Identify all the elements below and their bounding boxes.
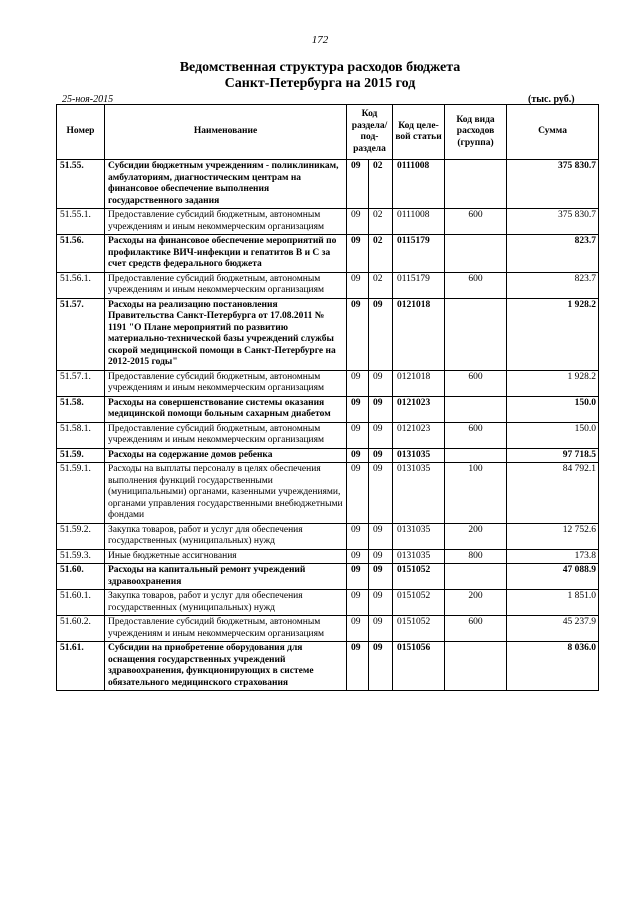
row-article: 0151052 xyxy=(393,564,445,590)
row-sum: 84 792.1 xyxy=(507,463,599,524)
row-name: Предоставление субсидий бюджетным, автономным учреждениям и иным некоммерческим организациям xyxy=(105,422,347,448)
row-sum: 150.0 xyxy=(507,396,599,422)
row-expense-type xyxy=(445,235,507,273)
title-line-2: Санкт-Петербурга на 2015 год xyxy=(224,76,416,91)
table-row xyxy=(57,272,599,298)
row-section: 09 xyxy=(347,422,369,448)
row-name: Расходы на реализацию постановления Правительства Санкт-Петербурга от 17.08.2011 № 1191 "О Плане мероприятий по развитию материально-технической базы учреждений службы скорой медицинской помощи в Санкт-Петербурге на 2012-2015 годы" xyxy=(105,298,347,370)
row-number: 51.59.2. xyxy=(57,523,105,549)
document-date: 25-ноя-2015 xyxy=(62,94,114,105)
row-sum: 823.7 xyxy=(507,235,599,273)
table-row xyxy=(57,298,599,370)
row-subsection: 09 xyxy=(369,590,393,616)
table-row xyxy=(57,549,599,564)
row-sum: 823.7 xyxy=(507,272,599,298)
row-article: 0121018 xyxy=(393,298,445,370)
row-section: 09 xyxy=(347,370,369,396)
row-subsection: 09 xyxy=(369,463,393,524)
row-expense-type: 600 xyxy=(445,209,507,235)
row-number: 51.60.1. xyxy=(57,590,105,616)
header-type: Код вида расходов (группа) xyxy=(445,105,507,160)
header-name: Наименование xyxy=(105,105,347,160)
row-article: 0111008 xyxy=(393,160,445,209)
row-name: Расходы на капитальный ремонт учреждений здравоохранения xyxy=(105,564,347,590)
row-section: 09 xyxy=(347,209,369,235)
row-number: 51.60. xyxy=(57,564,105,590)
row-subsection: 02 xyxy=(369,235,393,273)
row-sum: 97 718.5 xyxy=(507,448,599,463)
row-article: 0121023 xyxy=(393,396,445,422)
row-subsection: 09 xyxy=(369,298,393,370)
row-section: 09 xyxy=(347,463,369,524)
row-subsection: 09 xyxy=(369,523,393,549)
table-row xyxy=(57,564,599,590)
table-row xyxy=(57,642,599,691)
row-article: 0115179 xyxy=(393,272,445,298)
row-expense-type: 200 xyxy=(445,590,507,616)
row-section: 09 xyxy=(347,396,369,422)
row-name: Субсидии бюджетным учреждениям - поликлиникам, амбулаториям, диагностическим центрам на финансовое обеспечение выполнения государственного задания xyxy=(105,160,347,209)
row-article: 0131035 xyxy=(393,523,445,549)
row-article: 0131035 xyxy=(393,549,445,564)
document-title xyxy=(0,60,640,92)
table-row xyxy=(57,616,599,642)
row-number: 51.56.1. xyxy=(57,272,105,298)
header-number: Номер xyxy=(57,105,105,160)
row-sum: 173.8 xyxy=(507,549,599,564)
row-expense-type xyxy=(445,564,507,590)
row-expense-type xyxy=(445,448,507,463)
row-number: 51.60.2. xyxy=(57,616,105,642)
row-section: 09 xyxy=(347,160,369,209)
table-row xyxy=(57,448,599,463)
row-name: Предоставление субсидий бюджетным, автономным учреждениям и иным некоммерческим организациям xyxy=(105,370,347,396)
row-expense-type: 100 xyxy=(445,463,507,524)
table-row xyxy=(57,523,599,549)
table-header xyxy=(57,105,599,160)
row-sum: 8 036.0 xyxy=(507,642,599,691)
table-row xyxy=(57,209,599,235)
table-row xyxy=(57,370,599,396)
row-sum: 150.0 xyxy=(507,422,599,448)
row-sum: 1 928.2 xyxy=(507,370,599,396)
row-section: 09 xyxy=(347,235,369,273)
row-section: 09 xyxy=(347,448,369,463)
row-number: 51.58.1. xyxy=(57,422,105,448)
row-section: 09 xyxy=(347,298,369,370)
row-number: 51.55.1. xyxy=(57,209,105,235)
row-subsection: 09 xyxy=(369,396,393,422)
row-subsection: 09 xyxy=(369,422,393,448)
row-number: 51.59.1. xyxy=(57,463,105,524)
row-number: 51.58. xyxy=(57,396,105,422)
row-article: 0151052 xyxy=(393,590,445,616)
row-section: 09 xyxy=(347,564,369,590)
row-article: 0121023 xyxy=(393,422,445,448)
row-sum: 12 752.6 xyxy=(507,523,599,549)
row-expense-type: 800 xyxy=(445,549,507,564)
row-name: Предоставление субсидий бюджетным, автономным учреждениям и иным некоммерческим организациям xyxy=(105,272,347,298)
row-name: Иные бюджетные ассигнования xyxy=(105,549,347,564)
row-article: 0111008 xyxy=(393,209,445,235)
row-name: Закупка товаров, работ и услуг для обеспечения государственных (муниципальных) нужд xyxy=(105,590,347,616)
table-row xyxy=(57,590,599,616)
table-row xyxy=(57,235,599,273)
row-section: 09 xyxy=(347,523,369,549)
header-section: Код раздела/ под-раздела xyxy=(347,105,393,160)
title-line-1: Ведомственная структура расходов бюджета xyxy=(179,60,461,75)
row-section: 09 xyxy=(347,642,369,691)
row-name: Закупка товаров, работ и услуг для обеспечения государственных (муниципальных) нужд xyxy=(105,523,347,549)
row-section: 09 xyxy=(347,272,369,298)
row-number: 51.61. xyxy=(57,642,105,691)
budget-table xyxy=(56,104,599,691)
row-number: 51.56. xyxy=(57,235,105,273)
page-number: 172 xyxy=(311,34,329,46)
row-name: Расходы на совершенствование системы оказания медицинской помощи больным сахарным диабетом xyxy=(105,396,347,422)
row-subsection: 09 xyxy=(369,370,393,396)
table-row xyxy=(57,422,599,448)
row-article: 0151056 xyxy=(393,642,445,691)
row-sum: 375 830.7 xyxy=(507,160,599,209)
row-expense-type: 600 xyxy=(445,422,507,448)
row-subsection: 09 xyxy=(369,549,393,564)
row-sum: 1 851.0 xyxy=(507,590,599,616)
row-section: 09 xyxy=(347,549,369,564)
row-article: 0121018 xyxy=(393,370,445,396)
row-subsection: 09 xyxy=(369,564,393,590)
row-number: 51.57.1. xyxy=(57,370,105,396)
row-sum: 1 928.2 xyxy=(507,298,599,370)
table-row xyxy=(57,396,599,422)
row-number: 51.57. xyxy=(57,298,105,370)
row-subsection: 09 xyxy=(369,616,393,642)
row-article: 0131035 xyxy=(393,463,445,524)
row-subsection: 09 xyxy=(369,448,393,463)
row-subsection: 02 xyxy=(369,272,393,298)
row-subsection: 09 xyxy=(369,642,393,691)
row-name: Предоставление субсидий бюджетным, автономным учреждениям и иным некоммерческим организациям xyxy=(105,209,347,235)
row-expense-type: 200 xyxy=(445,523,507,549)
row-expense-type: 600 xyxy=(445,272,507,298)
row-name: Предоставление субсидий бюджетным, автономным учреждениям и иным некоммерческим организациям xyxy=(105,616,347,642)
row-expense-type xyxy=(445,160,507,209)
row-number: 51.59. xyxy=(57,448,105,463)
table-row xyxy=(57,160,599,209)
row-section: 09 xyxy=(347,616,369,642)
row-sum: 375 830.7 xyxy=(507,209,599,235)
units-label: (тыс. руб.) xyxy=(528,94,575,105)
row-number: 51.55. xyxy=(57,160,105,209)
row-expense-type xyxy=(445,642,507,691)
row-expense-type xyxy=(445,298,507,370)
row-name: Расходы на финансовое обеспечение мероприятий по профилактике ВИЧ-инфекции и гепатитов В и С за счет средств федерального бюджета xyxy=(105,235,347,273)
header-sum: Сумма xyxy=(507,105,599,160)
row-subsection: 02 xyxy=(369,209,393,235)
row-section: 09 xyxy=(347,590,369,616)
header-article: Код целе-вой статьи xyxy=(393,105,445,160)
row-number: 51.59.3. xyxy=(57,549,105,564)
row-sum: 45 237.9 xyxy=(507,616,599,642)
table-row xyxy=(57,463,599,524)
row-name: Расходы на содержание домов ребенка xyxy=(105,448,347,463)
row-expense-type: 600 xyxy=(445,616,507,642)
table-body xyxy=(57,160,599,691)
row-subsection: 02 xyxy=(369,160,393,209)
row-expense-type: 600 xyxy=(445,370,507,396)
row-article: 0115179 xyxy=(393,235,445,273)
row-name: Расходы на выплаты персоналу в целях обеспечения выполнения функций государственными (муниципальными) органами, казенными учреждениями, органами управления государственными внебюджетными фондами xyxy=(105,463,347,524)
row-sum: 47 088.9 xyxy=(507,564,599,590)
row-name: Субсидии на приобретение оборудования для оснащения государственных учреждений здравоохранения, функционирующих в системе обязательного медицинского страхования xyxy=(105,642,347,691)
row-article: 0151052 xyxy=(393,616,445,642)
row-expense-type xyxy=(445,396,507,422)
row-article: 0131035 xyxy=(393,448,445,463)
